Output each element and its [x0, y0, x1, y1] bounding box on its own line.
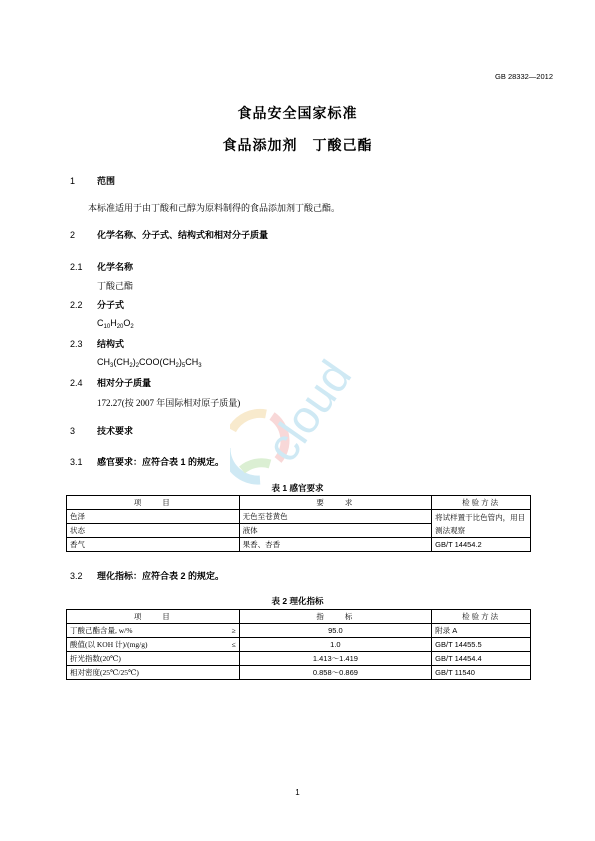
table-header-cell: 项 目 — [67, 496, 240, 510]
table-cell: GB/T 14454.2 — [432, 538, 531, 552]
table-cell: 0.858～0.869 — [239, 666, 432, 680]
table-cell: 1.413～1.419 — [239, 652, 432, 666]
table-header-cell: 要 求 — [239, 496, 432, 510]
table-cell: GB/T 11540 — [432, 666, 531, 680]
table-row — [67, 652, 531, 666]
table-cell: 无色至苍黄色 — [239, 510, 432, 524]
table-2 — [66, 609, 531, 680]
table-1-caption: 表 1 感官要求 — [271, 483, 324, 493]
table-row — [67, 510, 531, 524]
svg-text:cloud: cloud — [255, 350, 362, 471]
table-cell: 1.0 — [239, 638, 432, 652]
table-cell: 状态 — [67, 524, 240, 538]
structural-formula: $CH_3(CH_2)_2COO(CH_2)_5CH_3$ — [97, 357, 202, 369]
table-cell: 丁酸己酯含量, w/% ≥ — [67, 624, 240, 638]
table-cell: 酸值(以 KOH 计)/(mg/g) ≤ — [67, 638, 240, 652]
table-cell: 相对密度(25℃/25℃) — [67, 666, 240, 680]
section-1-text: 本标准适用于由丁酸和己醇为原料制得的食品添加剂丁酸己酯。 — [88, 203, 341, 213]
section-3-1-heading: 3.1 感官要求：应符合表 1 的规定。 — [70, 457, 225, 467]
table-row — [67, 666, 531, 680]
section-3-2-heading: 3.2 理化指标：应符合表 2 的规定。 — [70, 571, 225, 581]
section-2-2-heading: 2.2 分子式 — [70, 300, 125, 310]
section-2-1-heading: 2.1 化学名称 — [70, 262, 134, 272]
page-number: 1 — [295, 788, 300, 797]
table-cell: GB/T 14455.5 — [432, 638, 531, 652]
table-row — [67, 538, 531, 552]
document-subtitle: 食品添加剂 丁酸己酯 — [222, 137, 373, 153]
table-2-caption: 表 2 理化指标 — [271, 596, 324, 606]
standard-code: GB 28332—2012 — [495, 72, 553, 81]
section-3-heading: 3 技术要求 — [70, 426, 134, 436]
cloud-watermark-logo — [230, 330, 390, 500]
table-cell: GB/T 14454.4 — [432, 652, 531, 666]
table-cell: 95.0 — [239, 624, 432, 638]
document-title: 食品安全国家标准 — [237, 105, 358, 121]
table-header-cell: 指 标 — [239, 610, 432, 624]
molecular-weight: 172.27(按 2007 年国际相对原子质量) — [97, 398, 241, 408]
table-header-cell: 项 目 — [67, 610, 240, 624]
table-header-row — [67, 610, 531, 624]
table-header-cell: 检验方法 — [432, 610, 531, 624]
molecular-formula: $C_{10}H_{20}O_2$ — [97, 318, 134, 330]
table-cell: 将试样置于比色管内，用目测法观察 — [432, 510, 531, 538]
table-cell: 香气 — [67, 538, 240, 552]
table-cell: 果香、杏香 — [239, 538, 432, 552]
table-header-cell: 检验方法 — [432, 496, 531, 510]
section-1-heading: 1 范围 — [70, 176, 116, 186]
table-row — [67, 624, 531, 638]
watermark-word — [256, 351, 362, 471]
section-2-3-heading: 2.3 结构式 — [70, 339, 125, 349]
table-cell: 折光指数(20℃) — [67, 652, 240, 666]
table-1 — [66, 495, 531, 552]
table-row — [67, 638, 531, 652]
table-cell: 附录 A — [432, 624, 531, 638]
chemical-name: 丁酸己酯 — [97, 281, 134, 291]
table-cell: 液体 — [239, 524, 432, 538]
table-cell: 色泽 — [67, 510, 240, 524]
section-2-4-heading: 2.4 相对分子质量 — [70, 378, 152, 388]
section-2-heading: 2 化学名称、分子式、结构式和相对分子质量 — [70, 230, 269, 240]
